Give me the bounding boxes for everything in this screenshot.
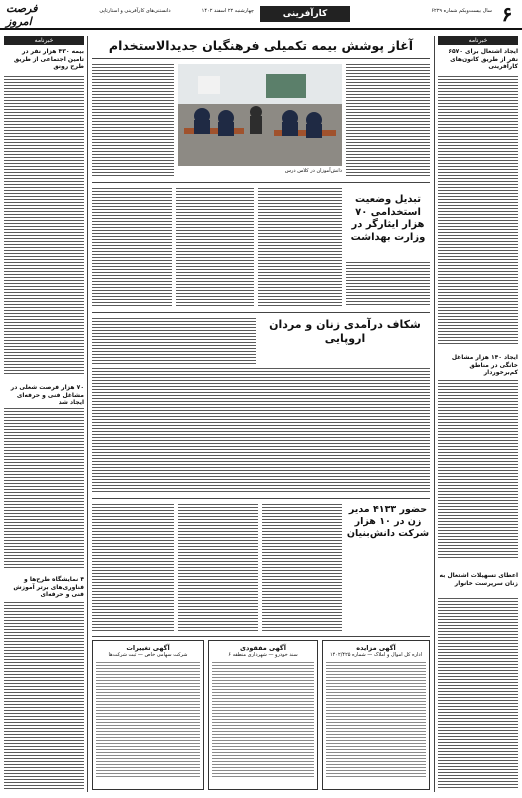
story-2-headline: تبدیل وضعیت استخدامی ۷۰ هزار ایثارگر در وزارت بهداشت [350,194,426,243]
story-3-body-top [92,318,256,364]
ad-title: آگهی مزایده [356,644,396,652]
left-body-2 [4,408,84,568]
left-headline-1: بیمه ۴۳۰ هزار نفر در تامین اجتماعی از طریق طرح رونق [13,48,84,70]
story-4-body-1 [262,504,342,632]
story-2-body-2 [258,188,342,306]
left-headline-3: ۴ نمایشگاه طرح‌ها و فناوری‌های برتر آموزش فنی و حرفه‌ای [13,576,84,598]
story-4-headline: حضور ۴۱۳۳ مدیر زن در ۱۰ هزار شرکت دانش‌بنیان [346,504,430,539]
right-headline-1: ایجاد اشتغال برای ۶۵۷۰ نفر از طریق کانون‌های کارآفرینی [448,48,518,70]
section-title: کارآفرینی [260,6,350,22]
photo-caption: دانش‌آموزان در کلاس درس [284,168,342,174]
story-4-body-3 [92,504,174,632]
right-column-tag: خبرنامه [438,36,518,45]
ad-text [212,662,314,778]
ad-text [326,662,426,778]
main-story-rule [92,182,430,183]
ad-box-3 [92,640,204,790]
story-2-body-1 [346,262,430,306]
story-3-rule [92,498,430,499]
story-2-rule [92,312,430,313]
ad-text [96,662,200,778]
main-story-body-right [346,64,430,176]
right-body-2 [438,380,518,560]
right-column [438,36,518,792]
left-divider [87,36,88,792]
left-headline-2: ۷۰ هزار فرصت شغلی در مشاغل فنی و حرفه‌ای ایجاد شد [10,384,84,406]
ad-box-2 [208,640,318,790]
right-body-3 [438,598,518,790]
right-divider [434,36,435,792]
date-line: چهارشنبه ۲۲ اسفند ۱۴۰۲ [201,8,254,14]
issue-line: سال بیست‌ویکم شماره ۶۲۲۹ [431,8,492,14]
left-column [4,36,84,792]
ad-body: اداره کل اموال و املاک — شماره ۱۴۰۲/۴۲۵ [329,652,423,659]
main-headline: آغاز پوشش بیمه تکمیلی فرهنگیان جدیدالاستخدام [108,38,414,53]
logo: فرصت امروز [6,2,38,28]
ad-box-1 [322,640,430,790]
left-body-3 [4,602,84,790]
ad-title: آگهی تغییرات [126,644,170,652]
classroom-photo [178,64,342,166]
main-headline-rule [92,58,430,59]
right-body-1 [438,76,518,346]
main-story-body-left [92,64,174,176]
ad-body: سند خودرو — شهرداری منطقه ۶ [228,652,298,659]
story-3-headline: شکاف درآمدی زنان و مردان اروپایی [269,318,421,345]
ads-rule [92,636,430,637]
left-body-1 [4,76,84,376]
right-headline-3: اعطای تسهیلات اشتغال به زنان سرپرست خانوار [439,572,518,587]
ad-body: شرکت سهامی خاص — ثبت شرکت‌ها [108,652,188,659]
masthead [0,0,522,30]
story-2-body-3 [176,188,254,306]
story-3-body [92,368,430,494]
right-headline-2: ایجاد ۱۴۰ هزار مشاغل خانگی در مناطق کم‌برخوردار [451,354,518,376]
story-2-body-4 [92,188,172,306]
ad-title: آگهی مفقودی [240,644,286,652]
tagline: دانستنی‌های کارآفرینی و استارتاپی [99,8,171,14]
page-number: ۶ [501,2,513,26]
left-column-tag: خبرنامه [4,36,84,45]
story-4-body-2 [178,504,258,632]
